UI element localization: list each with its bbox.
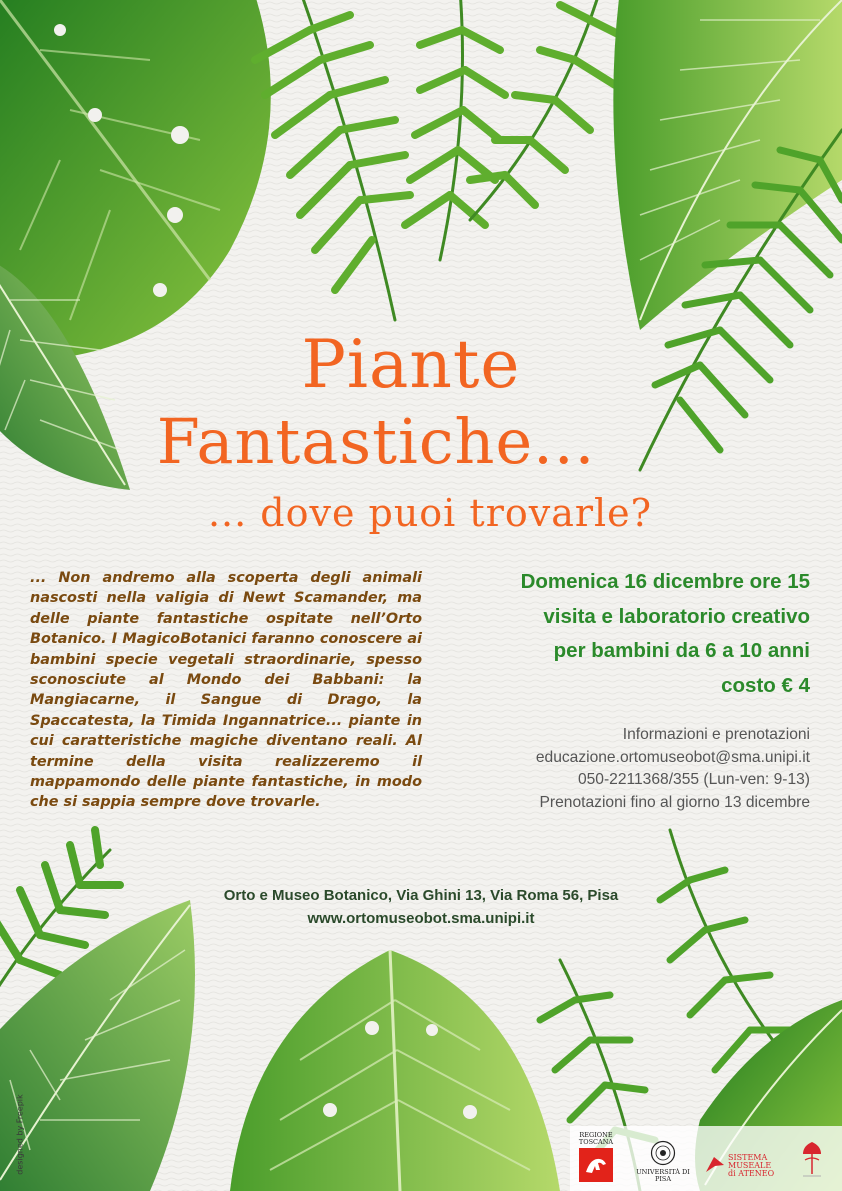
info-heading: Informazioni e prenotazioni [622, 726, 810, 743]
info-phone: 050-2211368/355 (Lun-ven: 9-13) [577, 771, 810, 788]
description-paragraph: ... Non andremo alla scoperta degli animali nascosti nella valigia di Newt Scamander, ma delle piante fantastiche ospitate nell’Orto Botanico. I MagicoBotanici faranno conoscere ai bambini specie vegetali straordinarie, spesso sconosciute al Mondo dei Babbani: la Mangiacarne, il Sangue di Drago, la Spaccatesta, la Timida Ingannatrice... piante in cui caratteristiche magiche diventano reali. Al termine della visita realizzeremo il mappamondo delle piante fantastiche, in modo che si sappia sempre dove trovarle. [30, 570, 422, 811]
event-audience: per bambini da 6 a 10 anni [553, 639, 810, 662]
footer [0, 884, 842, 930]
event-cost: costo € 4 [721, 673, 810, 697]
title-line-2: Fantastiche... [156, 405, 596, 478]
leaf-top-right-palm [613, 0, 842, 330]
subtitle: ... dove puoi trovarle? [207, 491, 653, 535]
sma-line-1: SISTEMA [728, 1153, 768, 1162]
regione-toscana-logo [576, 1132, 616, 1182]
event-details [410, 565, 810, 703]
regione-line-1: REGIONE [579, 1131, 613, 1139]
event-date: Domenica 16 dicembre ore 15 [520, 570, 810, 593]
orto-botanico-logo [792, 1140, 832, 1180]
footer-address: Orto e Museo Botanico, Via Ghini 13, Via Roma 56, Pisa [223, 887, 619, 904]
info-email: educazione.ortomuseobot@sma.unipi.it [535, 748, 810, 766]
regione-line-2: TOSCANA [578, 1138, 614, 1146]
title-line-1: Piante [301, 326, 521, 403]
leaf-top-center-fern [255, 0, 630, 320]
info-deadline: Prenotazioni fino al giorno 13 dicembre [539, 793, 810, 811]
footer-website: www.ortomuseobot.sma.unipi.it [307, 910, 535, 927]
universita-di-pisa-logo [628, 1140, 698, 1183]
sma-line-3: di ATENEO [728, 1169, 775, 1178]
sponsor-logos [570, 1126, 842, 1191]
leaf-bottom-center-monstera [230, 950, 560, 1191]
image-credit: designed by Freepik [15, 1094, 25, 1175]
sma-line-2: MUSEALE [728, 1161, 772, 1170]
info-block [410, 724, 810, 814]
event-activity: visita e laboratorio creativo [543, 604, 810, 628]
unipi-label: UNIVERSITÀ DI PISA [636, 1168, 690, 1183]
